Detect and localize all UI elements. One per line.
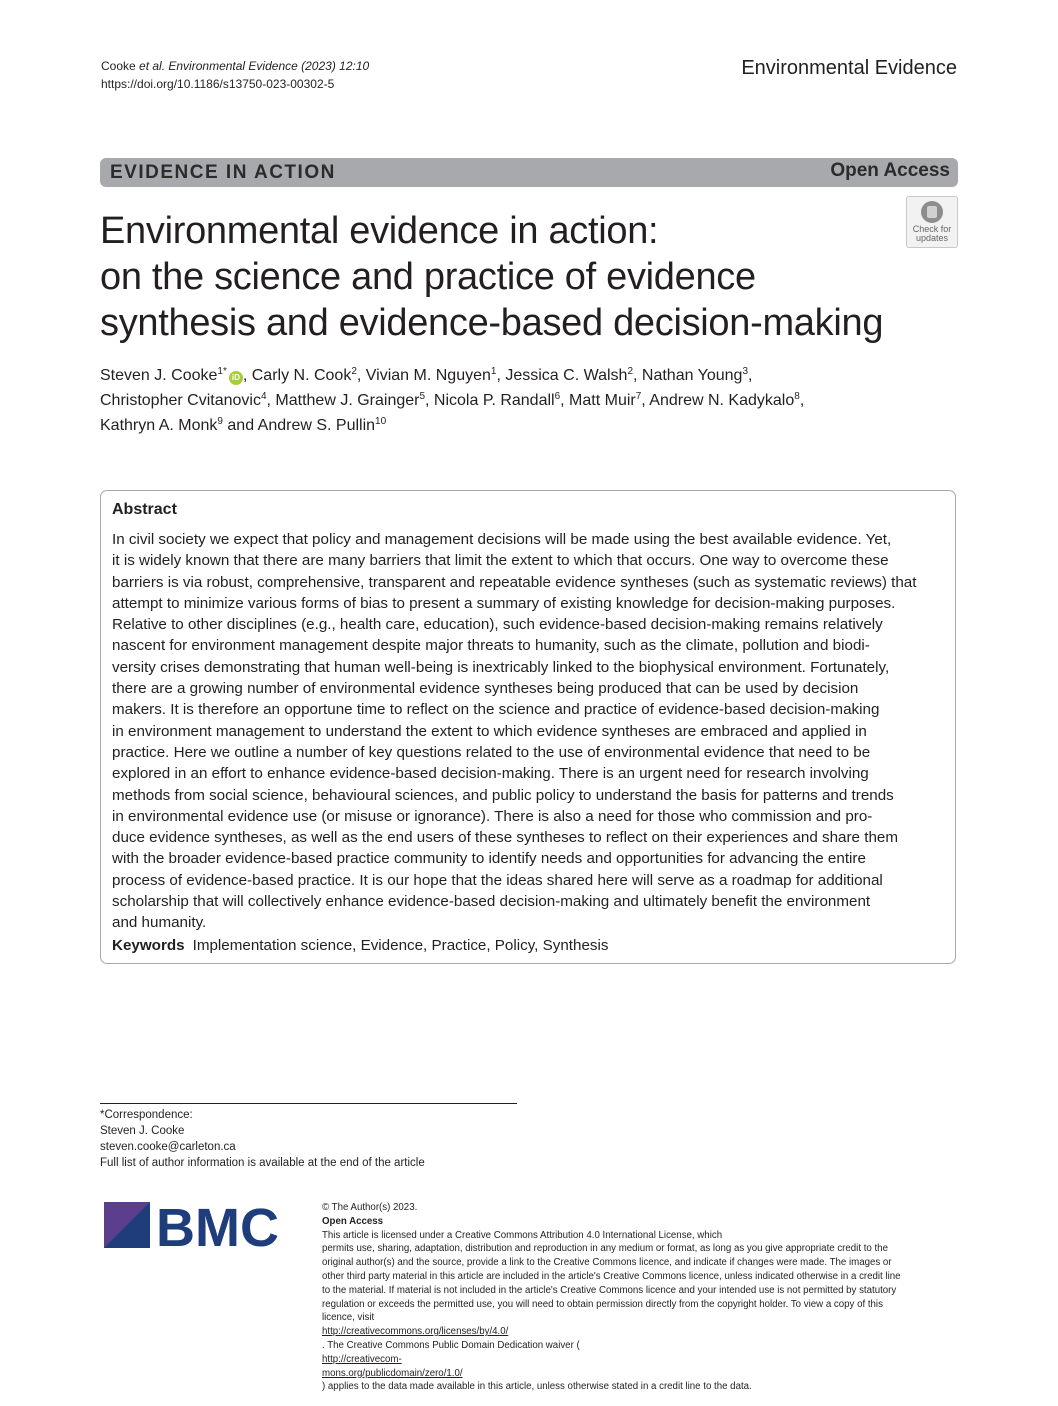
affiliation-sup: 6 <box>554 391 561 402</box>
cc-zero-link[interactable]: http://creativecom- <box>322 1353 402 1365</box>
affiliation-sup: 2 <box>351 366 357 377</box>
license-intro: This article is licensed under a Creative Commons Attribution 4.0 International License, which <box>322 1229 723 1241</box>
citation-issue: (2023) 12:10 <box>297 59 370 73</box>
author-name[interactable]: Kathryn A. Monk <box>100 417 218 434</box>
abstract-line: barriers is via robust, comprehensive, transparent and repeatable evidence syntheses (such as systematic reviews) that <box>112 573 917 591</box>
abstract-line: process of evidence-based practice. It is our hope that the ideas shared here will serve as a roadmap for additional <box>112 871 883 889</box>
author-name[interactable]: Steven J. Cooke <box>100 367 218 384</box>
abstract-line: makers. It is therefore an opportune time to reflect on the science and practice of evidence-based decision-making <box>112 701 880 719</box>
abstract-line: methods from social science, behavioural sciences, and public policy to understand the basis for patterns and trends <box>112 786 894 804</box>
cc-zero-link-cont[interactable]: mons.org/publicdomain/zero/1.0/ <box>322 1367 463 1379</box>
license-line: permits use, sharing, adaptation, distribution and reproduction in any medium or format, as long as you give appropriate credit to the <box>322 1243 888 1255</box>
abstract-line: nascent for environment management despite major threats to humanity, such as the climate, pollution and biodi- <box>112 637 870 655</box>
title-line: Environmental evidence in action: <box>100 210 659 252</box>
citation-line <box>101 57 369 75</box>
license-line <box>322 1201 962 1242</box>
affiliation-sup: 9 <box>217 416 223 427</box>
author-line <box>100 413 900 438</box>
abstract-box <box>100 490 956 964</box>
abstract-line: scholarship that will collectively enhance evidence-based decision-making and ultimately benefit the environment <box>112 893 871 911</box>
citation-journal: et al. Environmental Evidence <box>139 59 298 73</box>
abstract-body <box>112 529 948 934</box>
title-line: synthesis and evidence-based decision-making <box>100 302 884 344</box>
affiliation-sup: 8 <box>794 391 800 402</box>
doi-link[interactable]: https://doi.org/10.1186/s13750-023-00302-5 <box>101 77 335 91</box>
author-name[interactable]: , Vivian M. Nguyen <box>356 367 491 384</box>
author-name[interactable]: Christopher Cvitanovic <box>100 392 261 409</box>
section-label: EVIDENCE IN ACTION <box>110 162 336 183</box>
abstract-line: there are a growing number of environmental evidence syntheses being produced that can be used by decision <box>112 680 859 698</box>
correspondence <box>100 1107 425 1171</box>
affiliation-sup: 4 <box>260 391 267 402</box>
check-updates-line1: Check for <box>912 224 952 234</box>
license-text-segment: licence, visit <box>322 1312 375 1324</box>
license-text-segment: . The Creative Commons Public Domain Dedication waiver ( <box>322 1339 580 1351</box>
author-name[interactable]: , Andrew N. Kadykalo <box>641 392 795 409</box>
license-line: to the material. If material is not included in the article's Creative Commons licence and your intended use is not permitted by statutory <box>322 1284 897 1296</box>
check-for-updates-button[interactable] <box>906 196 958 248</box>
abstract-heading: Abstract <box>112 501 177 518</box>
keywords-label: Keywords <box>112 937 185 954</box>
correspondence-note: Full list of author information is available at the end of the article <box>100 1157 425 1169</box>
title-line: on the science and practice of evidence <box>100 256 756 298</box>
abstract-line: with the broader evidence-based practice community to identify needs and opportunities for advancing the entire <box>112 850 866 868</box>
affiliation-sup: 1 <box>490 366 497 377</box>
keywords-list: Implementation science, Evidence, Practice, Policy, Synthesis <box>192 937 609 954</box>
author-name[interactable]: , Jessica C. Walsh <box>496 367 628 384</box>
affiliation-sup: 1* <box>217 366 227 377</box>
abstract-line: Relative to other disciplines (e.g., health care, education), such evidence-based decision-making remains relatively <box>112 616 883 634</box>
license-text <box>322 1201 962 1394</box>
author-name[interactable]: , Nicola P. Randall <box>425 392 555 409</box>
bookmark-icon <box>921 201 943 223</box>
license-line: other third party material in this article are included in the article's Creative Commons licence, unless indicated otherwise in a credit line <box>322 1270 901 1282</box>
author-line <box>100 388 900 413</box>
abstract-line: attempt to minimize various forms of bias to present a summary of existing knowledge for decision-making purposes. <box>112 594 896 612</box>
license-text-segment: ) applies to the data made available in this article, unless otherwise stated in a credit line to the data. <box>322 1381 752 1393</box>
author-name[interactable]: , Matt Muir <box>560 392 636 409</box>
bmc-logo[interactable] <box>104 1202 296 1252</box>
abstract-line: duce evidence syntheses, as well as the end users of these syntheses to reflect on their experiences and share them <box>112 829 898 847</box>
journal-name: Environmental Evidence <box>741 57 957 79</box>
footnote-divider <box>100 1103 517 1104</box>
abstract-line: versity crises demonstrating that human well-being is inextricably linked to the biophysical environment. Fortunately, <box>112 658 890 676</box>
citation-header <box>101 57 369 93</box>
bmc-logo-graphic <box>104 1202 296 1252</box>
orcid-icon[interactable]: iD <box>229 371 243 385</box>
abstract-line: In civil society we expect that policy and management decisions will be made using the best available evidence. Yet, <box>112 531 892 548</box>
citation-authors: Cooke <box>101 59 140 73</box>
check-updates-line2: updates <box>915 233 949 243</box>
license-line: regulation or exceeds the permitted use, you will need to obtain permission directly from the copyright holder. To view a copy of this <box>322 1298 883 1310</box>
abstract-line: in environment management to understand the extent to which evidence syntheses are embraced and applied in <box>112 722 867 740</box>
author-line <box>100 363 900 388</box>
affiliation-sup: 5 <box>419 391 426 402</box>
cc-by-link[interactable]: http://creativecommons.org/licenses/by/4.0/ <box>322 1326 509 1338</box>
correspondence-email[interactable]: steven.cooke@carleton.ca <box>100 1141 236 1153</box>
affiliation-sup: 3 <box>742 366 749 377</box>
license-line <box>322 1311 962 1366</box>
author-separator: , <box>748 367 753 384</box>
logo-text: BMC <box>156 1202 279 1252</box>
abstract-line: explored in an effort to enhance evidence-based decision-making. There is an urgent need for research involving <box>112 765 869 783</box>
abstract-line: in environmental evidence use (or misuse or ignorance). There is also a need for those who commission and pro- <box>112 807 873 825</box>
license-line <box>322 1367 962 1395</box>
section-banner <box>100 158 958 187</box>
affiliation-sup: 7 <box>635 391 642 402</box>
author-list <box>100 363 900 438</box>
correspondence-label: *Correspondence: <box>100 1109 193 1121</box>
abstract-line: practice. Here we outline a number of key questions related to the use of environmental evidence that need to be <box>112 743 871 761</box>
copyright-text: © The Author(s) 2023. <box>322 1202 418 1213</box>
open-access-label: Open Access <box>830 160 950 181</box>
author-name[interactable]: and Andrew S. Pullin <box>222 417 376 434</box>
author-separator: , <box>799 392 805 409</box>
affiliation-sup: 2 <box>627 366 634 377</box>
license-line: original author(s) and the source, provide a link to the Creative Commons licence, and indicate if changes were made. The images or <box>322 1257 892 1269</box>
abstract-line: it is widely known that there are many barriers that limit the extent to which that occurs. One way to overcome these <box>112 552 889 570</box>
author-name[interactable]: , Nathan Young <box>633 367 743 384</box>
abstract-line: and humanity. <box>112 914 207 932</box>
author-name[interactable]: , Matthew J. Grainger <box>266 392 420 409</box>
article-title <box>100 208 900 346</box>
keywords <box>112 937 608 954</box>
author-name[interactable]: , Carly N. Cook <box>242 367 352 384</box>
affiliation-sup: 10 <box>375 416 387 427</box>
open-access-bold: Open Access <box>322 1215 384 1227</box>
correspondence-name: Steven J. Cooke <box>100 1125 185 1137</box>
